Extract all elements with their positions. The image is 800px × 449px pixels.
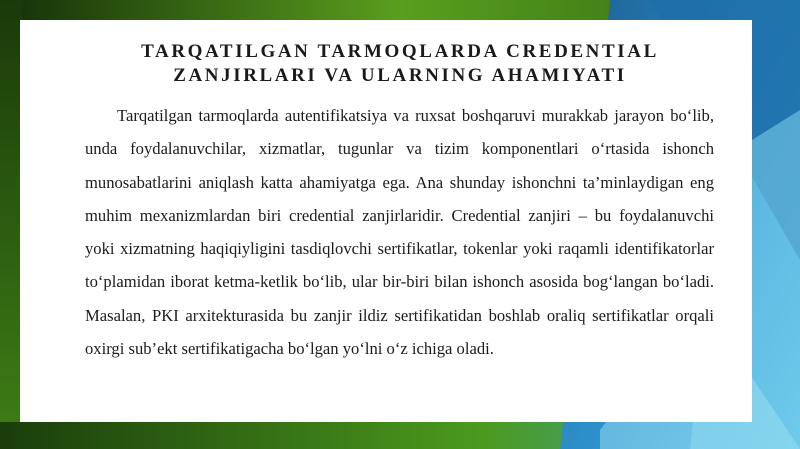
slide-title-line-2: ZANJIRLARI VA ULARNING AHAMIYATI [173,65,627,86]
slide-title-line-1: TARQATILGAN TARMOQLARDA CREDENTIAL [141,41,659,62]
slide-title [20,40,780,88]
slide-body-paragraph: Tarqatilgan tarmoqlarda autentifikatsiya va ruxsat boshqaruvi murakkab jarayon bo‘lib, unda foydalanuvchilar, xizmatlar, tugunlar va tizim komponentlari o‘rtasida ishonch munosabatlarini aniqlash katta ahamiyatga ega. Ana shunday ishonchni ta’minlaydigan eng muhim mexanizmlardan biri credential zanjirlaridir. Credential zanjiri – bu foydalanuvchi yoki xizmatning haqiqiyligini tasdiqlovchi sertifikatlar, tokenlar yoki raqamli identifikatorlar to‘plamidan iborat ketma-ketlik bo‘lib, ular bir-biri bilan ishonch asosida bog‘langan bo‘ladi. Masalan, PKI arxitekturasida bu zanjir ildiz sertifikatidan boshlab oraliq sertifikatlar orqali oxirgi sub’ekt sertifikatigacha bo‘lgan yo‘lni o‘z ichiga oladi. [85,106,714,359]
